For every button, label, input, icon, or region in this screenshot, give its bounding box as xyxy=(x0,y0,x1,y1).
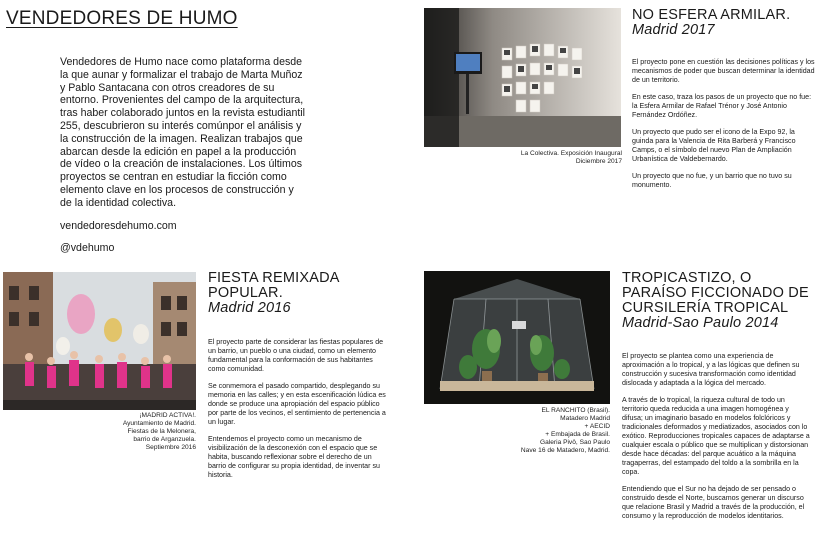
page-title: VENDEDORES DE HUMO xyxy=(6,8,238,29)
social-handle[interactable]: @vdehumo xyxy=(60,242,115,255)
project-3-title: TROPICASTIZO, O PARAÍSO FICCIONADO DE CURSILERÍA TROPICAL Madrid-Sao Paulo 2014 xyxy=(622,270,809,331)
greenhouse-photo xyxy=(424,271,610,404)
project-1-title: NO ESFERA ARMILAR. Madrid 2017 xyxy=(632,7,791,38)
exhibition-image-icon xyxy=(424,8,621,147)
exhibition-photo xyxy=(424,8,621,147)
festival-photo xyxy=(3,272,196,410)
project-3-caption: EL RANCHITO (Brasil). Matadero Madrid + AECID + Embajada de Brasil. Galeria Pivô, Sao Paulo Nave 16 de Matadero, Madrid. xyxy=(520,407,610,454)
project-1-caption: La Colectiva. Exposición Inaugural Diciembre 2017 xyxy=(520,150,622,165)
project-2-caption: ¡MADRID ACTIVA!. Ayuntamiento de Madrid. Fiestas de la Melonera, barrio de Arganzuela. Septiembre 2016 xyxy=(122,412,196,451)
project-3-text: El proyecto se plantea como una experiencia de aproximación a lo tropical, y a las lógicas que definen su construcción y sucesiva transformación como identidad dislocada y adaptada a la lógica del mercado. A través de lo tropical, la riqueza cultural de todo un territorio queda reducida a una imagen homogénea y difusa; un imaginario basado en modelos folclóricos y tradicionales deformados y mediatizados, asociados con lo exótico. Reproducciones tropicales capaces de adaptarse a cualquier escala o público que se multiplican y distorsionan desde hace décadas: del parque acuático a la máquina tragaperras, del estampado del toldo a la sombrilla en la copa. Entendiendo que el Sur no ha dejado de ser pensado o construido desde el Norte, buscamos generar un discurso que relacione Brasil y Madrid a través de la producción, el consumo y la reproducción de modelos identitarios. xyxy=(622,352,810,520)
project-2-text: El proyecto parte de considerar las fiestas populares de un barrio, un pueblo o una ciudad, como un elemento fundamental para la conformación de sus habitantes como comunidad. Se conmemora el pasado compartido, desplegando su memoria en las calles; y en esta escenificación lúdica es donde se produce una apropiación del espacio público por parte de los vecinos, el sentimiento de pertenencia a un lugar. Entendemos el proyecto como un mecanismo de visibilización de la desconexión con el espacio que se habita, buscando reflexionar sobre el derecho de un barrio de configurar su propia identidad, de inventar su historia. xyxy=(208,338,386,479)
website-link[interactable]: vendedoresdehumo.com xyxy=(60,219,177,232)
project-2-title: FIESTA REMIXADA POPULAR. Madrid 2016 xyxy=(208,270,339,316)
festival-image-icon xyxy=(3,272,196,410)
intro-paragraph: Vendedores de Humo nace como plataforma desde la que aunar y formalizar el trabajo de Marta Muñoz y Pablo Santacana con otros creadores de su entorno. Provenientes del campo de la arquitectura, tras haber colaborado juntos en la revista estudiantil 255, descubrieron su interés comúnpor el análisis y la construcción de la imagen. Realizan trabajos que abarcan desde la edición en papel a la producción de vídeo o la creación de instalaciones. Los últimos proyectos se centran en estudiar la ficción como elemento clave en los procesos de construcción y de la identidad colectiva. xyxy=(60,56,305,209)
project-1-text: El proyecto pone en cuestión las decisiones políticas y los mecanismos de poder que buscan determinar la identidad de un territorio. En este caso, traza los pasos de un proyecto que no fue: la Esfera Armilar de Rafael Trénor y José Antonio Fernández Ordóñez. Un proyecto que pudo ser el icono de la Expo 92, la guinda para la Valencia de Rita Barberá y Francisco Camps, o el símbolo del nuevo Plan de Ampliación Urbanística de Valdebernardo. Un proyecto que no fue, y un barrio que no tuvo su monumento. xyxy=(632,58,815,189)
greenhouse-image-icon xyxy=(424,271,610,404)
intro-section xyxy=(60,56,305,265)
